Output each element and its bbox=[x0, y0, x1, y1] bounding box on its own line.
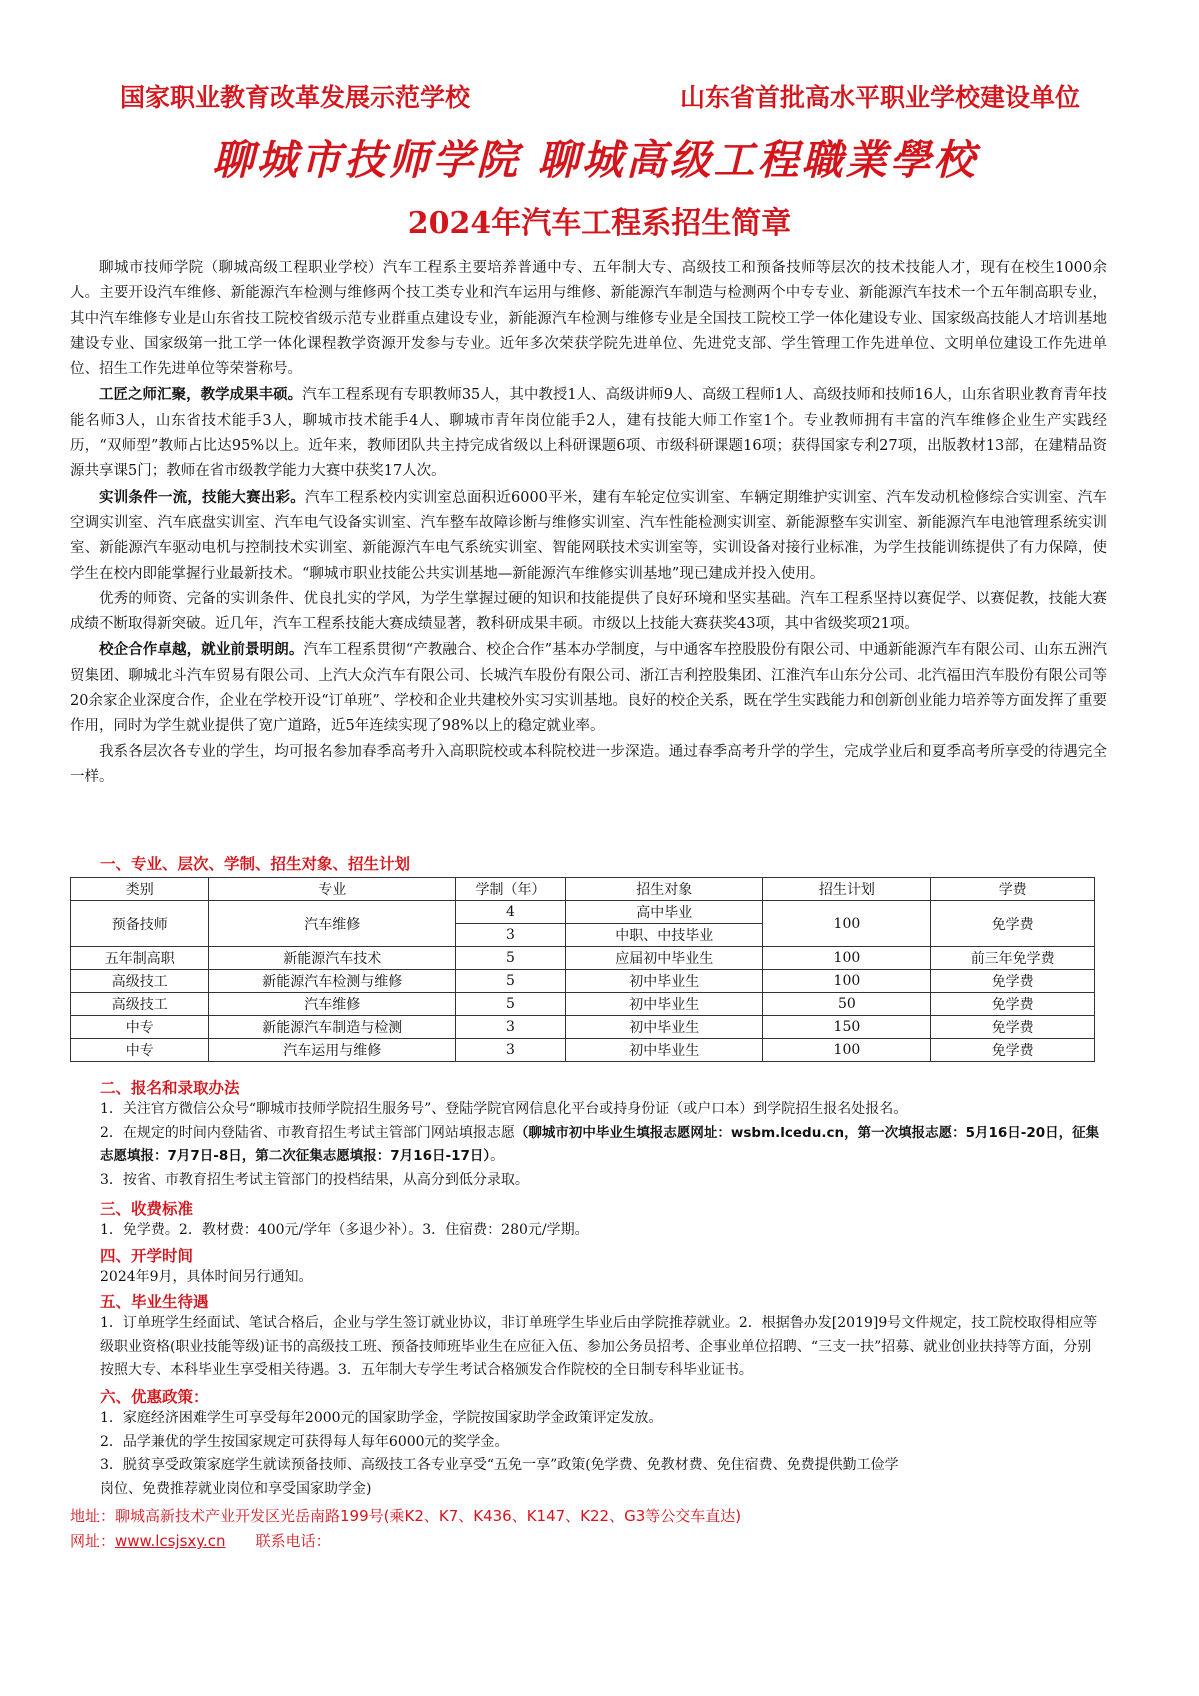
target-cell: 初中毕业生 bbox=[566, 993, 763, 1016]
paragraph-lead: 实训条件一流，技能大赛出彩。 bbox=[99, 488, 305, 506]
competition-paragraph: 优秀的师资、完备的实训条件、优良扎实的学风，为学生掌握过硬的知识和技能提供了良好环境和坚实基础。汽车工程系坚持以赛促学、以赛促教，技能大赛成绩不断取得新突破。近几年，汽车工程系技能大赛成绩显著，教科研成果丰硕。市级以上技能大赛获奖43项，其中省级奖项21项。 bbox=[70, 590, 1107, 633]
section-heading-policies: 六、优惠政策： bbox=[100, 1388, 209, 1406]
years-cell: 3 bbox=[455, 1039, 565, 1062]
major-cell: 新能源汽车检测与维修 bbox=[209, 970, 455, 993]
header-cell: 招生对象 bbox=[566, 878, 763, 901]
section-heading-fees: 三、收费标准 bbox=[100, 1200, 194, 1218]
years-cell: 3 bbox=[455, 924, 565, 947]
header-cell: 类别 bbox=[71, 878, 209, 901]
target-cell: 应届初中毕业生 bbox=[566, 947, 763, 970]
category-cell: 中专 bbox=[71, 1016, 209, 1039]
graduates-text: 1．订单班学生经面试、笔试合格后，企业与学生签订就业协议，非订单班学生毕业后由学院推荐就业。2．根据鲁办发[2019]9号文件规定，技工院校取得相应等级职业资格(职业技能等级)证书的高级技工班、预备技师班毕业生在应征入伍、参加公务员招考、企事业单位招聘、“三支一扶”招募、就业创业扶持等方面，分别按照大专、本科毕业生享受相关待遇。3．五年制大专学生考试合格颁发合作院校的全日制专科毕业证书。 bbox=[100, 1315, 1098, 1378]
target-cell: 中职、中技毕业 bbox=[566, 924, 763, 947]
policy-item: 岗位、免费推荐就业岗位和享受国家助学金) bbox=[100, 1480, 372, 1497]
fee-cell: 免学费 bbox=[931, 1039, 1095, 1062]
table-row bbox=[71, 901, 1095, 924]
fees-text: 1．免学费。2．教材费：400元/学年（多退少补）。3．住宿费：280元/学期。 bbox=[100, 1222, 589, 1238]
major-cell: 新能源汽车技术 bbox=[209, 947, 455, 970]
plan-cell: 100 bbox=[763, 1039, 931, 1062]
start-date-text: 2024年9月，具体时间另行通知。 bbox=[100, 1269, 313, 1285]
fee-cell: 免学费 bbox=[931, 970, 1095, 993]
category-cell: 五年制高职 bbox=[71, 947, 209, 970]
section-heading-plan: 一、专业、层次、学制、招生对象、招生计划 bbox=[100, 855, 411, 873]
website-link[interactable]: www.lcsjsxy.cn bbox=[115, 1532, 226, 1550]
training-paragraph: 实训条件一流，技能大赛出彩。汽车工程系校内实训室总面积近6000平米，建有车轮定位实训室、车辆定期维护实训室、汽车发动机检修综合实训室、汽车空调实训室、汽车底盘实训室、汽车电气设备实训室、汽车整车故障诊断与维修实训室、汽车性能检测实训室、新能源整车实训室、新能源汽车电池管理系统实训室、新能源汽车驱动电机与控制技术实训室、新能源汽车电气系统实训室、智能网联技术实训室等，实训设备对接行业标准，为学生技能训练提供了有力保障，使学生在校内即能掌握行业最新技术。“聊城市职业技能公共实训基地—新能源汽车维修实训基地”现已建成并投入使用。 bbox=[70, 488, 1108, 582]
years-cell: 5 bbox=[455, 947, 565, 970]
teachers-paragraph: 工匠之师汇聚，教学成果丰硕。汽车工程系现有专职教师35人，其中教授1人、高级讲师9人、高级工程师1人、高级技师和技师16人，山东省职业教育青年技能名师3人，山东省技术能手3人，聊城市技术能手4人、聊城市青年岗位能手2人，建有技能大师工作室1个。专业教师拥有丰富的汽车维修企业生产实践经历，“双师型”教师占比达95%以上。近年来，教师团队共主持完成省级以上科研课题6项、市级科研课题16项；获得国家专利27项，出版教材13部，在建精品资源共享课5门；教师在省市级教学能力大赛中获奖17人次。 bbox=[70, 386, 1107, 480]
graduates-block bbox=[100, 1312, 1105, 1383]
fee-cell: 免学费 bbox=[931, 993, 1095, 1016]
footer-contact bbox=[70, 1530, 331, 1551]
plan-cell: 50 bbox=[763, 993, 931, 1016]
years-cell: 3 bbox=[455, 1016, 565, 1039]
school-name-calligraphy: 聊城市技师学院 聊城高级工程職業學校 bbox=[212, 136, 978, 184]
fees-block bbox=[100, 1219, 1105, 1243]
header-cell: 专业 bbox=[209, 878, 455, 901]
major-cell: 汽车维修 bbox=[209, 993, 455, 1016]
plan-cell: 100 bbox=[763, 901, 931, 947]
table-row bbox=[71, 970, 1095, 993]
cooperation-paragraph: 校企合作卓越，就业前景明朗。汽车工程系贯彻“产教融合、校企合作”基本办学制度，与中通客车控股股份有限公司、中通新能源汽车有限公司、山东五洲汽贸集团、聊城北斗汽车贸易有限公司、上汽大众汽车有限公司、长城汽车股份有限公司、浙江吉利控股集团、江淮汽车山东分公司、北汽福田汽车股份有限公司等20余家企业深度合作，企业在学校开设“订单班”、学校和企业共建校外实习实训基地。良好的校企关系，既在学生实践能力和创新创业能力培养等方面发挥了重要作用，同时为学生就业提供了宽广道路，近5年连续实现了98%以上的稳定就业率。 bbox=[70, 641, 1108, 735]
target-cell: 高中毕业 bbox=[566, 901, 763, 924]
registration-item: 2．在规定的时间内登陆省、市教育招生考试主管部门网站填报志愿（聊城市初中毕业生填报志愿网址：wsbm.lcedu.cn，第一次填报志愿：5月16日-20日，征集志愿填报：7月7日-8日，第二次征集志愿填报：7月16日-17日）。 bbox=[100, 1124, 1100, 1164]
table-row bbox=[71, 1016, 1095, 1039]
header-line bbox=[120, 78, 1080, 114]
target-cell: 初中毕业生 bbox=[566, 1016, 763, 1039]
intro-section bbox=[70, 256, 1107, 790]
header-cell: 学费 bbox=[931, 878, 1095, 901]
policies-block bbox=[100, 1407, 1105, 1501]
table-row bbox=[71, 947, 1095, 970]
years-cell: 4 bbox=[455, 901, 565, 924]
fee-cell: 前三年免学费 bbox=[931, 947, 1095, 970]
header-cell: 学制（年） bbox=[455, 878, 565, 901]
major-cell: 新能源汽车制造与检测 bbox=[209, 1016, 455, 1039]
further-study-paragraph: 我系各层次各专业的学生，均可报名参加春季高考升入高职院校或本科院校进一步深造。通过春季高考升学的学生，完成学业后和夏季高考所享受的待遇完全一样。 bbox=[70, 743, 1107, 785]
plan-cell: 100 bbox=[763, 947, 931, 970]
paragraph-lead: 校企合作卓越，就业前景明朗。 bbox=[99, 641, 304, 659]
category-cell: 高级技工 bbox=[71, 993, 209, 1016]
table-header-row bbox=[71, 878, 1095, 901]
header-left-text: 国家职业教育改革发展示范学校 bbox=[120, 83, 471, 112]
category-cell: 预备技师 bbox=[71, 901, 209, 947]
registration-item: 3．按省、市教育招生考试主管部门的投档结果，从高分到低分录取。 bbox=[100, 1171, 529, 1188]
plan-cell: 150 bbox=[763, 1016, 931, 1039]
policy-item: 2．品学兼优的学生按国家规定可获得每人每年6000元的奖学金。 bbox=[100, 1433, 509, 1450]
registration-dates: （聊城市初中毕业生填报志愿网址：wsbm.lcedu.cn，第一次填报志愿：5月16日-20日，征集志愿填报：7月7日-8日，第二次征集志愿填报：7月16日-17日） bbox=[100, 1124, 1100, 1164]
years-cell: 5 bbox=[455, 993, 565, 1016]
years-cell: 5 bbox=[455, 970, 565, 993]
target-cell: 初中毕业生 bbox=[566, 970, 763, 993]
policy-item: 3．脱贫享受政策家庭学生就读预备技师、高级技工各专业享受“五免一享”政策(免学费、免教材费、免住宿费、免费提供勤工俭学 bbox=[100, 1457, 899, 1473]
paragraph-lead: 工匠之师汇聚，教学成果丰硕。 bbox=[99, 386, 303, 404]
header-cell: 招生计划 bbox=[763, 878, 931, 901]
enrollment-plan-table bbox=[70, 877, 1095, 1062]
fee-cell: 免学费 bbox=[931, 1016, 1095, 1039]
section-heading-graduates: 五、毕业生待遇 bbox=[100, 1293, 209, 1311]
website-label: 网址： bbox=[70, 1532, 116, 1550]
major-cell: 汽车维修 bbox=[209, 901, 455, 947]
registration-block bbox=[100, 1098, 1105, 1192]
registration-item: 1．关注官方微信公众号“聊城市技师学院招生服务号”、登陆学院官网信息化平台或持身份证（或户口本）到学院招生报名处报名。 bbox=[100, 1101, 908, 1117]
start-date-block bbox=[100, 1266, 1105, 1290]
table-row bbox=[71, 1039, 1095, 1062]
target-cell: 初中毕业生 bbox=[566, 1039, 763, 1062]
header-right-text: 山东省首批高水平职业学校建设单位 bbox=[679, 83, 1080, 112]
section-heading-start-date: 四、开学时间 bbox=[100, 1247, 194, 1265]
document-title: 2024年汽车工程系招生简章 bbox=[407, 206, 792, 241]
major-cell: 汽车运用与维修 bbox=[209, 1039, 455, 1062]
fee-cell: 免学费 bbox=[931, 901, 1095, 947]
category-cell: 高级技工 bbox=[71, 970, 209, 993]
phone-label: 联系电话： bbox=[255, 1532, 331, 1550]
table-row bbox=[71, 993, 1095, 1016]
policy-item: 1．家庭经济困难学生可享受每年2000元的国家助学金，学院按国家助学金政策评定发放。 bbox=[100, 1410, 663, 1426]
plan-cell: 100 bbox=[763, 970, 931, 993]
section-heading-registration: 二、报名和录取办法 bbox=[100, 1079, 240, 1097]
intro-paragraph: 聊城市技师学院（聊城高级工程职业学校）汽车工程系主要培养普通中专、五年制大专、高级技工和预备技师等层次的技术技能人才，现有在校生1000余人。主要开设汽车维修、新能源汽车检测与维修两个技工类专业和汽车运用与维修、新能源汽车制造与检测两个中专专业、新能源汽车技术一个五年制高职专业，其中汽车维修专业是山东省技工院校省级示范专业群重点建设专业，新能源汽车检测与维修专业是全国技工院校工学一体化建设专业、国家级高技能人才培训基地建设专业、国家级第一批工学一体化课程教学资源开发参与专业。近年多次荣获学院先进单位、先进党支部、学生管理工作先进单位、文明单位建设工作先进单位、招生工作先进单位等荣誉称号。 bbox=[70, 260, 1107, 378]
footer-address: 地址：聊城高新技术产业开发区光岳南路199号(乘K2、K7、K436、K147、K22、G3等公交车直达) bbox=[70, 1507, 742, 1525]
category-cell: 中专 bbox=[71, 1039, 209, 1062]
